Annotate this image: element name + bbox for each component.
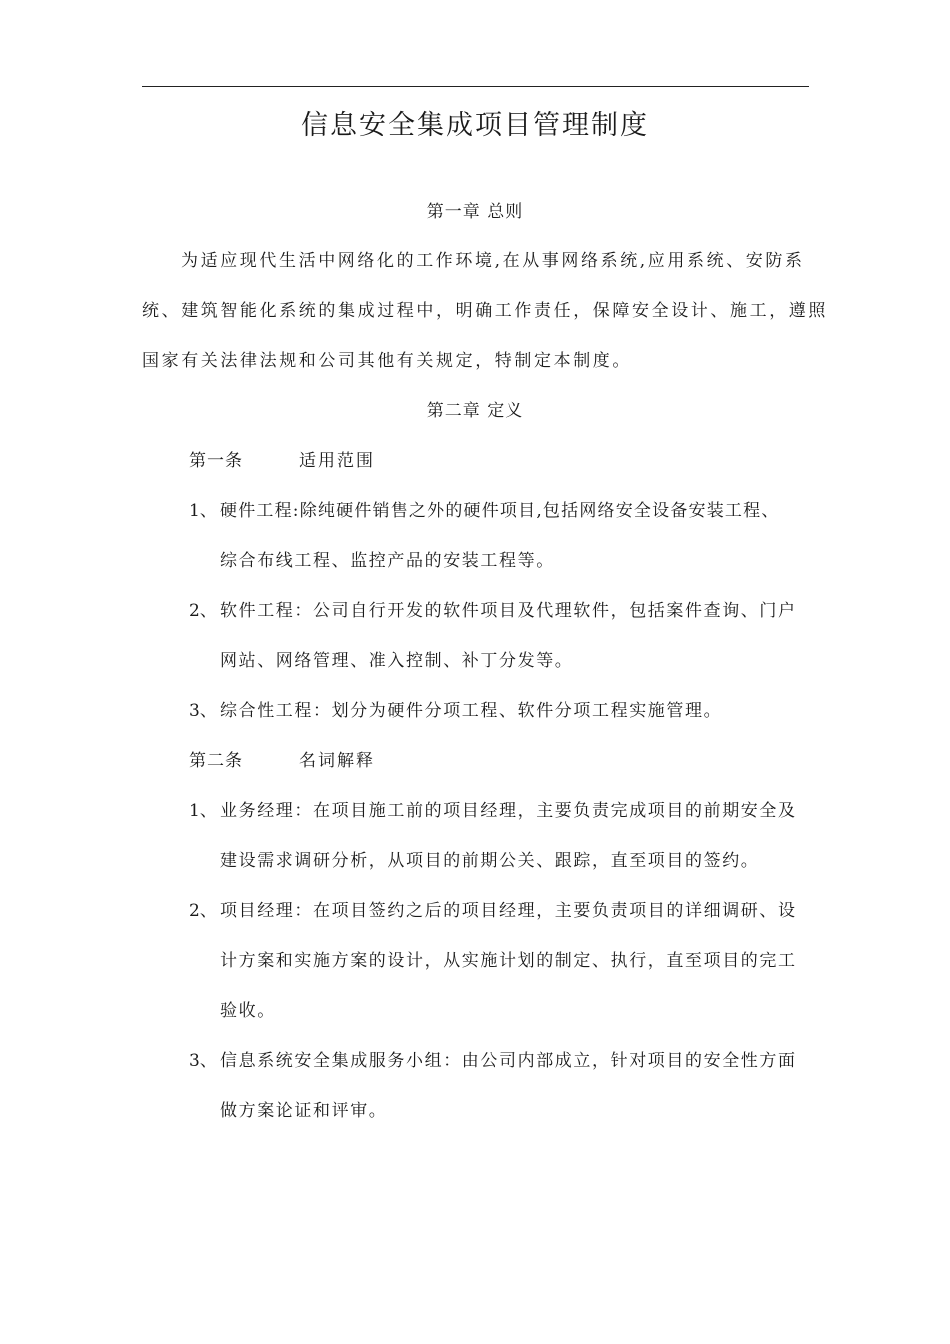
article-heading xyxy=(189,748,375,774)
article-heading xyxy=(189,448,375,474)
document-title: 信息安全集成项目管理制度 xyxy=(301,110,649,141)
paragraph-line: 为适应现代生活中网络化的工作环境,在从事网络系统,应用系统、安防系 xyxy=(181,251,805,271)
list-item-text: 信息系统安全集成服务小组：由公司内部成立，针对项目的安全性方面 xyxy=(220,1051,797,1071)
list-item-text: 网站、网络管理、准入控制、补丁分发等。 xyxy=(220,651,574,671)
list-item-text: 项目经理：在项目签约之后的项目经理，主要负责项目的详细调研、设 xyxy=(220,901,797,921)
list-item-number: 2、 xyxy=(189,901,217,921)
list-item-number: 3、 xyxy=(189,701,217,721)
list-item-text: 综合性工程：划分为硬件分项工程、软件分项工程实施管理。 xyxy=(220,701,723,721)
list-item-number: 1、 xyxy=(189,801,217,821)
article-number: 第一条 xyxy=(189,451,243,471)
list-item-number: 1、 xyxy=(189,501,217,521)
list-item-number: 2、 xyxy=(189,601,217,621)
chapter-heading-definitions: 第二章 定义 xyxy=(426,401,524,421)
list-item-text: 综合布线工程、监控产品的安装工程等。 xyxy=(220,551,555,571)
chapter-heading-general: 第一章 总则 xyxy=(426,202,524,222)
list-item-text: 计方案和实施方案的设计，从实施计划的制定、执行，直至项目的完工 xyxy=(220,951,797,971)
list-item-text: 做方案论证和评审。 xyxy=(220,1101,388,1121)
list-item-text: 软件工程：公司自行开发的软件项目及代理软件，包括案件查询、门户 xyxy=(220,601,797,621)
article-title: 适用范围 xyxy=(299,451,375,471)
article-title: 名词解释 xyxy=(299,751,375,771)
list-item-number: 3、 xyxy=(189,1051,217,1071)
list-item-text: 验收。 xyxy=(220,1001,276,1021)
header-rule xyxy=(142,86,809,87)
paragraph-line: 统、建筑智能化系统的集成过程中，明确工作责任，保障安全设计、施工，遵照 xyxy=(142,301,828,321)
list-item-text: 硬件工程:除纯硬件销售之外的硬件项目,包括网络安全设备安装工程、 xyxy=(220,501,780,521)
list-item-text: 业务经理：在项目施工前的项目经理，主要负责完成项目的前期安全及 xyxy=(220,801,797,821)
list-item-text: 建设需求调研分析，从项目的前期公关、跟踪，直至项目的签约。 xyxy=(220,851,760,871)
article-number: 第二条 xyxy=(189,751,243,771)
paragraph-line: 国家有关法律法规和公司其他有关规定，特制定本制度。 xyxy=(142,351,632,371)
